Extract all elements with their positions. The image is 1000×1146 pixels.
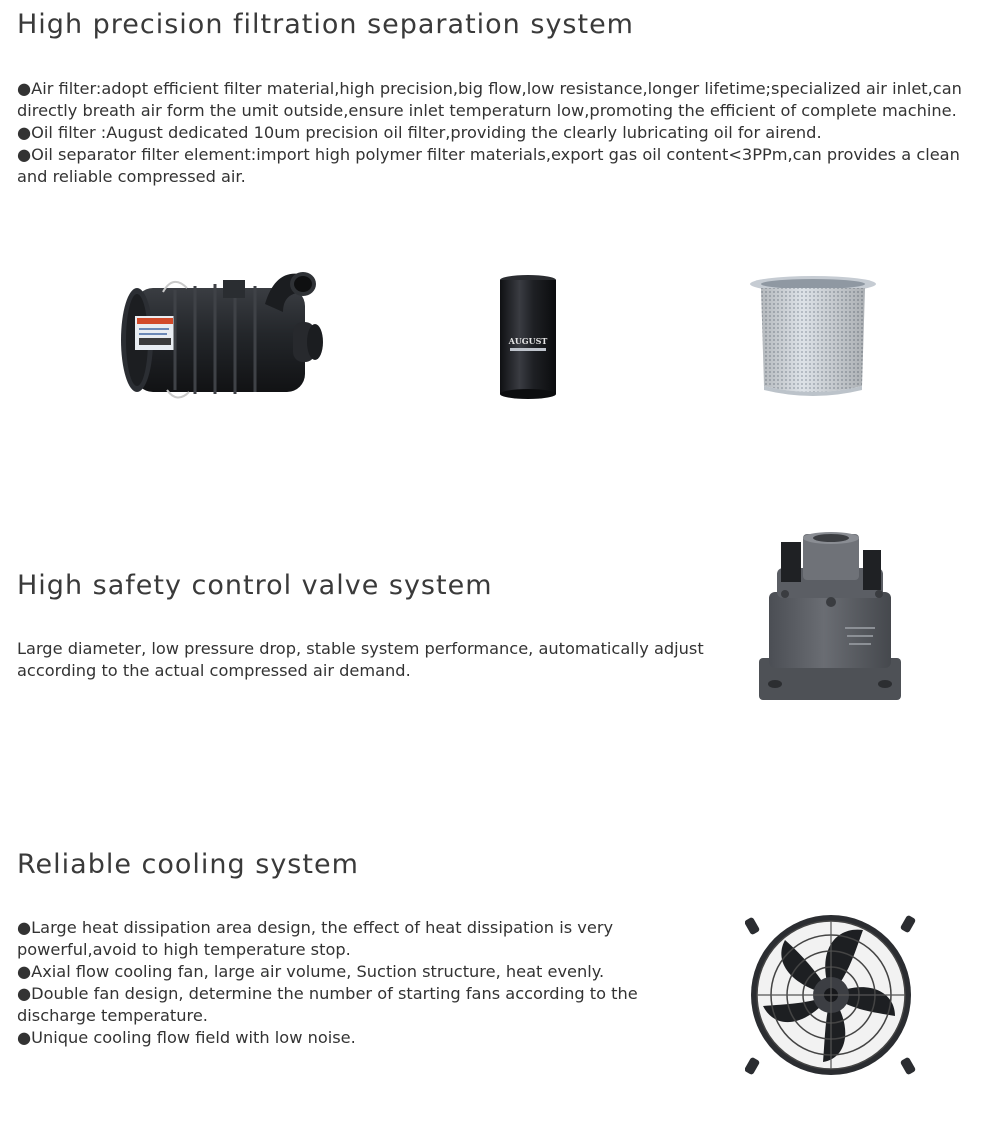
cooling-description <box>17 917 717 1049</box>
axial-fan-text: ●Axial flow cooling fan, large air volume, Suction structure, heat evenly. <box>17 962 605 981</box>
oil-filter-text: ●Oil filter :August dedicated 10um precision oil filter,providing the clearly lubricating oil for airend. <box>17 123 822 142</box>
oil-filter-image <box>498 274 558 400</box>
oil-separator-text: ●Oil separator filter element:import high polymer filter materials,export gas oil content<3PPm,can provides a clean and reliable compressed air. <box>17 145 960 186</box>
double-fan-text: ●Double fan design, determine the number of starting fans according to the discharge temperature. <box>17 984 638 1025</box>
low-noise-text: ●Unique cooling flow field with low noise. <box>17 1028 356 1047</box>
section-title-control-valve: High safety control valve system <box>17 570 493 601</box>
heat-dissipation-text: ●Large heat dissipation area design, the effect of heat dissipation is very powerful,avoid to high temperature stop. <box>17 918 614 959</box>
oil-separator-image <box>748 274 878 400</box>
section-title-cooling: Reliable cooling system <box>17 849 359 880</box>
oil-filter-brand-label: AUGUST <box>508 336 548 346</box>
control-valve-image <box>755 528 905 704</box>
filtration-description <box>17 78 977 188</box>
air-filter-image <box>115 262 325 404</box>
section-title-filtration: High precision filtration separation system <box>17 9 634 40</box>
cooling-fan-image <box>745 912 917 1078</box>
control-valve-description <box>17 638 717 682</box>
control-valve-text: Large diameter, low pressure drop, stable system performance, automatically adjust according to the actual compressed air demand. <box>17 639 704 680</box>
air-filter-text: ●Air filter:adopt efficient filter material,high precision,big flow,low resistance,longer lifetime;specialized air inlet,can directly breath air form the umit outside,ensure inlet temperaturn low,promoting the efficient of complete machine. <box>17 79 962 120</box>
